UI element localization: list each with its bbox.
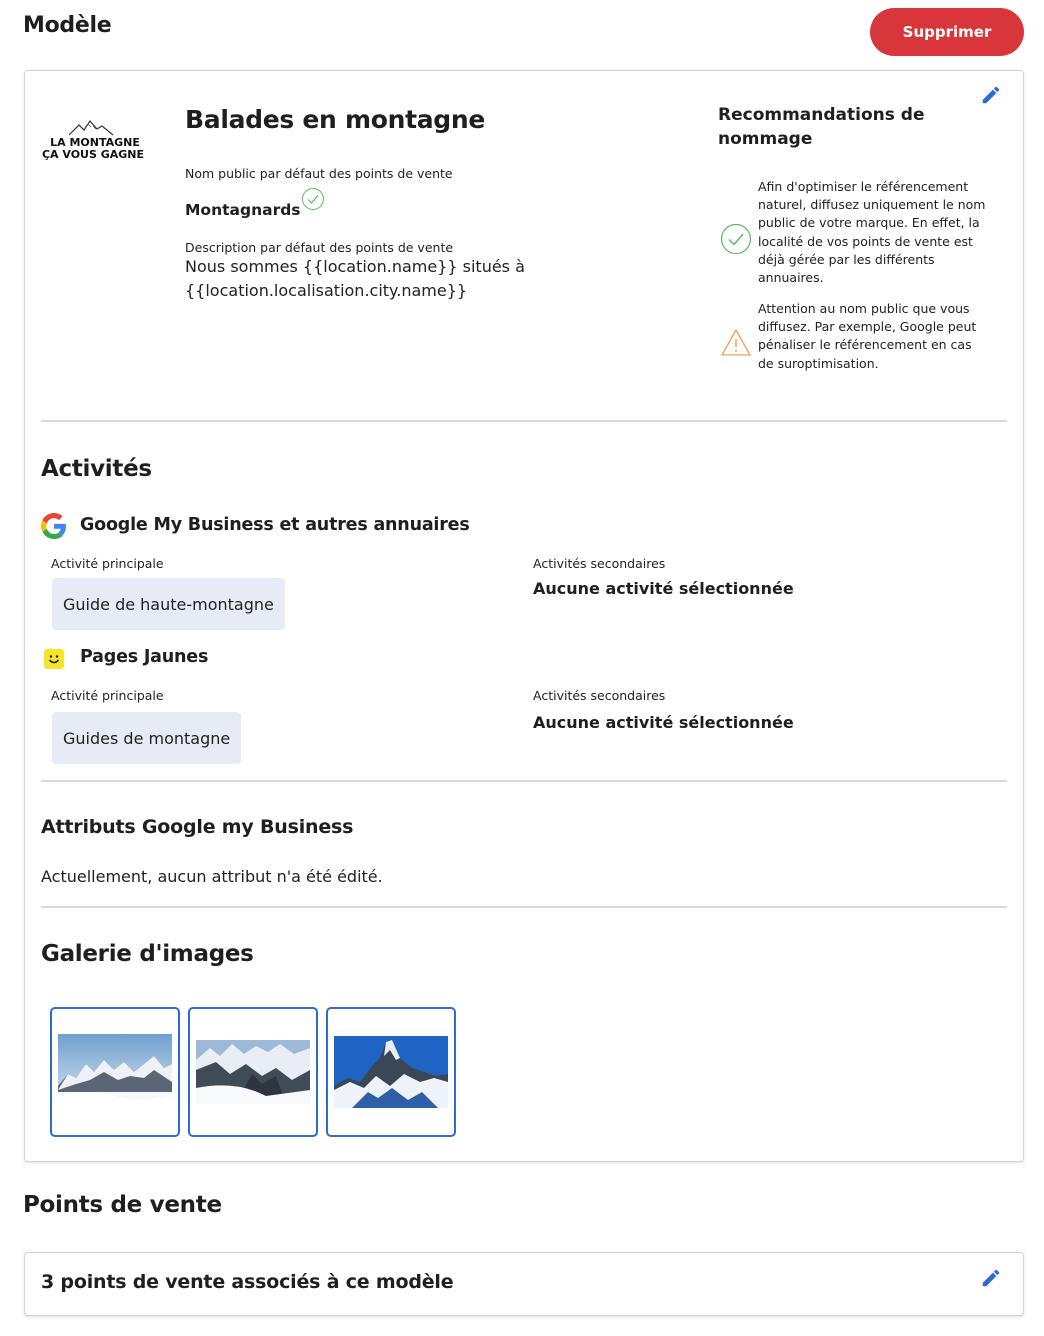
svg-text:ÇA VOUS GAGNE: ÇA VOUS GAGNE xyxy=(41,148,145,161)
template-name: Balades en montagne xyxy=(185,105,486,134)
brand-logo xyxy=(41,117,149,167)
pages-jaunes-title: Pages Jaunes xyxy=(80,647,209,667)
gallery-image[interactable] xyxy=(326,1007,456,1137)
check-circle-icon xyxy=(301,187,325,211)
gallery-image[interactable] xyxy=(50,1007,180,1137)
mountain-logo-icon xyxy=(41,117,149,167)
main-activity-chip: Guides de montagne xyxy=(52,712,241,764)
delete-button[interactable]: Supprimer xyxy=(870,8,1024,56)
secondary-activities-value: Aucune activité sélectionnée xyxy=(533,713,794,732)
warning-icon xyxy=(720,327,752,359)
recommendations-title: Recommandations de nommage xyxy=(718,105,925,149)
google-business-title: Google My Business et autres annuaires xyxy=(80,515,470,535)
divider xyxy=(41,420,1007,422)
mountain-photo-1 xyxy=(58,1034,172,1110)
public-name-value: Montagnards xyxy=(185,201,301,219)
secondary-activities-label: Activités secondaires xyxy=(533,688,666,703)
gallery-image[interactable] xyxy=(188,1007,318,1137)
recommendation-warning-text: Attention au nom public que vous diffusez. Par exemple, Google peut pénaliser le référencement en cas de suroptimisation. xyxy=(758,301,977,371)
page-title: Modèle xyxy=(23,13,112,38)
gallery-title: Galerie d'images xyxy=(41,941,254,967)
recommendation-ok-text: Afin d'optimiser le référencement naturel, diffusez uniquement le nom public de votre marque. En effet, la localité de vos points de vente est déjà gérée par les différents annuaires. xyxy=(758,179,986,286)
main-activity-label: Activité principale xyxy=(51,556,164,571)
locations-summary: 3 points de vente associés à ce modèle xyxy=(41,1271,454,1293)
mountain-photo-3 xyxy=(334,1036,448,1108)
check-circle-icon xyxy=(720,223,752,255)
mountain-photo-2 xyxy=(196,1040,310,1104)
locations-title: Points de vente xyxy=(23,1192,222,1218)
secondary-activities-label: Activités secondaires xyxy=(533,556,666,571)
divider xyxy=(41,906,1007,908)
google-icon xyxy=(41,513,67,539)
svg-text:LA MONTAGNE: LA MONTAGNE xyxy=(50,136,140,149)
pencil-icon[interactable] xyxy=(980,1267,1002,1289)
attributes-empty-text: Actuellement, aucun attribut n'a été édité. xyxy=(41,867,383,886)
description-label: Description par défaut des points de vente xyxy=(185,240,454,255)
main-activity-chip: Guide de haute-montagne xyxy=(52,578,285,630)
description-value: Nous sommes {{location.name}} situés à {{location.localisation.city.name}} xyxy=(185,257,525,300)
pages-jaunes-icon xyxy=(44,649,64,669)
attributes-title: Attributs Google my Business xyxy=(41,816,354,838)
public-name-label: Nom public par défaut des points de vente xyxy=(185,166,453,181)
divider xyxy=(41,780,1007,782)
main-activity-label: Activité principale xyxy=(51,688,164,703)
pencil-icon[interactable] xyxy=(980,84,1002,106)
locations-card xyxy=(24,1252,1024,1316)
template-card xyxy=(24,70,1024,1162)
secondary-activities-value: Aucune activité sélectionnée xyxy=(533,579,794,598)
activities-title: Activités xyxy=(41,456,152,482)
